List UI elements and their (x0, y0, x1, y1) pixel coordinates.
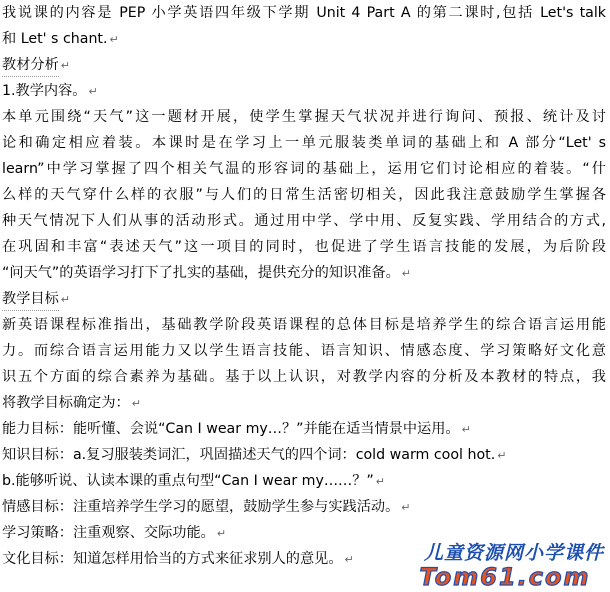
line-text: 新英语课程标准指出，基础教学阶段英语课程的总体目标是培养学生的综合语言运用能 (2, 317, 606, 333)
paragraph-mark-icon: ↵ (344, 553, 354, 566)
line-text: 将教学目标确定为： (2, 395, 130, 411)
paragraph-mark-icon: ↵ (401, 501, 411, 514)
paragraph-mark-icon: ↵ (60, 59, 70, 72)
line-text: 种天气情况下人们从事的活动形式。通过用中学、学中用、反复实践、学用结合的方式, (2, 213, 606, 229)
body-line (2, 494, 606, 520)
paragraph-mark-icon: ↵ (461, 423, 471, 436)
section-heading (2, 286, 606, 312)
line-text: 在巩固和丰富“表述天气”这一项目的同时，也促进了学生语言技能的发展，为后阶段 (2, 239, 606, 255)
site-watermark (404, 538, 604, 590)
line-text: 情感目标：注重培养学生学习的愿望，鼓励学生参与实践活动。 (2, 499, 400, 515)
body-line (2, 260, 606, 286)
body-line (2, 182, 606, 208)
section-heading (2, 52, 606, 78)
body-line (2, 338, 606, 364)
body-line (2, 208, 606, 234)
line-text: 和 Let' s chant. (2, 31, 108, 47)
body-line (2, 104, 606, 130)
paragraph-mark-icon: ↵ (375, 475, 386, 488)
body-line (2, 364, 606, 390)
line-text: 能力目标：能听懂、会说“Can I wear my…？”并能在适当情景中运用。 (2, 421, 460, 437)
body-line (2, 416, 606, 442)
body-line (2, 130, 606, 156)
heading-text: 教材分析 (2, 57, 59, 73)
heading-text: 教学目标 (2, 291, 59, 307)
paragraph-mark-icon: ↵ (88, 85, 98, 98)
line-text: 文化目标：知道怎样用恰当的方式来征求别人的意见。 (2, 551, 343, 567)
paragraph-mark-icon: ↵ (131, 397, 141, 410)
line-text: learn”中学习掌握了四个相关气温的形容词的基础上，运用它们讨论相应的着装。“什 (2, 161, 606, 177)
watermark-logo-icon (410, 562, 600, 590)
watermark-title: 儿童资源网小学课件 (423, 542, 604, 564)
paragraph-mark-icon: ↵ (109, 33, 119, 46)
body-line (2, 442, 606, 468)
line-text: 识五个方面的综合素养为基础。基于以上认识，对教学内容的分析及本教材的特点，我 (2, 369, 606, 385)
body-line (2, 468, 606, 494)
line-text: 么样的天气穿什么样的衣服”与人们的日常生活密切相关，因此我注意鼓励学生掌握各 (2, 187, 606, 203)
paragraph-mark-icon: ↵ (216, 527, 227, 540)
body-line (2, 0, 606, 26)
line-text: 本单元围绕“天气”这一题材开展，使学生掌握天气状况并进行询问、预报、统计及讨 (2, 109, 606, 125)
body-line (2, 234, 606, 260)
body-line (2, 26, 606, 52)
line-text: b.能够听说、认读本课的重点句型“Can I wear my……？” (2, 473, 374, 489)
paragraph-mark-icon: ↵ (60, 293, 70, 306)
line-text: 知识目标：a.复习服装类词汇，巩固描述天气的四个词：cold warm cool hot. (2, 447, 496, 463)
document-body (2, 0, 606, 572)
body-line (2, 312, 606, 338)
paragraph-mark-icon: ↵ (401, 267, 411, 280)
body-line (2, 156, 606, 182)
line-text: 力。而综合语言运用能力又以学生语言技能、语言知识、情感态度、学习策略好文化意 (2, 343, 606, 359)
paragraph-mark-icon: ↵ (497, 449, 507, 462)
line-text: 论和确定相应着装。本课时是在学习上一单元服装类单词的基础上和 A 部分“Let' s (2, 135, 606, 151)
watermark-logo-text: Tom61.com (419, 563, 591, 590)
line-text: 1.教学内容。 (2, 83, 87, 99)
line-text: 我说课的内容是 PEP 小学英语四年级下学期 Unit 4 Part A 的第二课时,包括 Let's talk (2, 5, 606, 21)
line-text: 学习策略：注重观察、交际功能。 (2, 525, 215, 541)
body-line (2, 78, 606, 104)
body-line (2, 390, 606, 416)
line-text: “问天气”的英语学习打下了扎实的基础，提供充分的知识准备。 (2, 265, 400, 281)
